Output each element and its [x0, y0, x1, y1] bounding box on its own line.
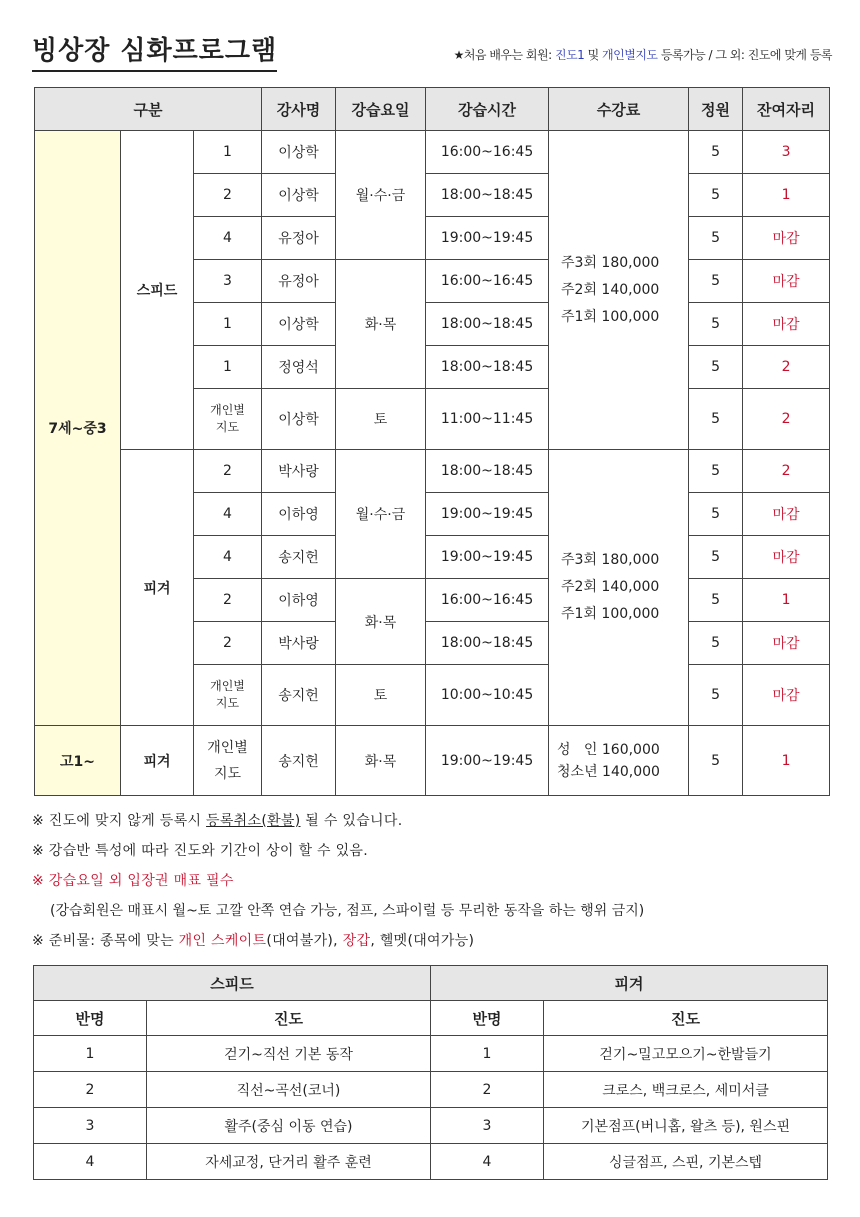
note-refund	[32, 806, 832, 836]
note-highlight: 개인 스케이트	[178, 933, 267, 949]
days-cell: 월·수·금	[336, 450, 426, 579]
remaining-cell: 마감	[743, 303, 830, 346]
notice-and: 및	[584, 48, 603, 62]
time-cell: 18:00~18:45	[426, 346, 549, 389]
table-row	[35, 726, 830, 796]
instructor-cell: 이하영	[262, 493, 336, 536]
schedule-table	[34, 87, 830, 796]
days-cell: 화·목	[336, 726, 426, 796]
progress-header-row	[34, 1001, 828, 1036]
level-cell: 4	[194, 217, 262, 260]
level-cell: 2	[194, 579, 262, 622]
age-group-adult: 고1~	[35, 726, 121, 796]
time-cell: 10:00~10:45	[426, 665, 549, 726]
speed-class: 3	[34, 1108, 147, 1144]
instructor-cell: 송지헌	[262, 536, 336, 579]
fee-cell-figure	[549, 450, 689, 726]
capacity-cell: 5	[689, 389, 743, 450]
age-group-child: 7세~중3	[35, 131, 121, 726]
header-progress: 진도	[544, 1001, 828, 1036]
progress-speed-title: 스피드	[34, 966, 431, 1001]
time-cell: 16:00~16:45	[426, 579, 549, 622]
note-text: (대여불가),	[266, 933, 343, 949]
instructor-cell: 정영석	[262, 346, 336, 389]
header-progress: 진도	[147, 1001, 431, 1036]
remaining-cell: 3	[743, 131, 830, 174]
speed-progress: 활주(중심 이동 연습)	[147, 1108, 431, 1144]
remaining-cell: 마감	[743, 536, 830, 579]
days-cell: 토	[336, 665, 426, 726]
time-cell: 16:00~16:45	[426, 131, 549, 174]
capacity-cell: 5	[689, 726, 743, 796]
figure-progress: 걷기~밀고모으기~한발들기	[544, 1036, 828, 1072]
level-cell: 1	[194, 303, 262, 346]
header-class: 반명	[431, 1001, 544, 1036]
fee-line: 청소년 140,000	[557, 763, 660, 780]
registration-notice	[454, 46, 832, 63]
progress-figure-title: 피겨	[431, 966, 828, 1001]
remaining-cell: 2	[743, 389, 830, 450]
notice-private: 개인별지도	[602, 48, 658, 62]
time-cell: 16:00~16:45	[426, 260, 549, 303]
notes-section	[32, 806, 832, 956]
header-category: 구분	[35, 88, 262, 131]
header-fee: 수강료	[549, 88, 689, 131]
capacity-cell: 5	[689, 493, 743, 536]
time-cell: 19:00~19:45	[426, 217, 549, 260]
days-cell: 화·목	[336, 579, 426, 665]
level-cell: 3	[194, 260, 262, 303]
capacity-cell: 5	[689, 303, 743, 346]
instructor-cell: 박사랑	[262, 450, 336, 493]
remaining-cell: 마감	[743, 622, 830, 665]
page-header	[32, 30, 832, 70]
capacity-cell: 5	[689, 260, 743, 303]
figure-progress: 싱글점프, 스핀, 기본스텝	[544, 1144, 828, 1180]
note-ticket: ※ 강습요일 외 입장권 매표 필수	[32, 873, 234, 889]
fee-line: 주2회 140,000	[561, 579, 660, 595]
level-cell: 1	[194, 131, 262, 174]
instructor-cell: 이상학	[262, 389, 336, 450]
remaining-cell: 마감	[743, 493, 830, 536]
note-period: ※ 강습반 특성에 따라 진도와 기간이 상이 할 수 있음.	[32, 843, 369, 859]
table-row	[34, 1036, 828, 1072]
level-cell: 개인별 지도	[194, 389, 262, 450]
time-cell: 11:00~11:45	[426, 389, 549, 450]
header-time: 강습시간	[426, 88, 549, 131]
remaining-cell: 2	[743, 346, 830, 389]
remaining-cell: 마감	[743, 665, 830, 726]
remaining-cell: 1	[743, 174, 830, 217]
time-cell: 18:00~18:45	[426, 174, 549, 217]
header-remaining: 잔여자리	[743, 88, 830, 131]
fee-line: 성 인 160,000	[557, 741, 660, 758]
fee-line: 주1회 100,000	[561, 308, 660, 325]
level-cell: 4	[194, 536, 262, 579]
capacity-cell: 5	[689, 131, 743, 174]
time-cell: 18:00~18:45	[426, 622, 549, 665]
figure-progress: 크로스, 백크로스, 세미서클	[544, 1072, 828, 1108]
level-cell: 2	[194, 622, 262, 665]
instructor-cell: 박사랑	[262, 622, 336, 665]
progress-title-row	[34, 966, 828, 1001]
table-row	[35, 450, 830, 493]
notice-suffix: 등록가능 / 그 외: 진도에 맞게 등록	[657, 48, 832, 62]
capacity-cell: 5	[689, 622, 743, 665]
capacity-cell: 5	[689, 665, 743, 726]
note-underlined: 등록취소(환불)	[206, 813, 301, 829]
sport-figure: 피겨	[121, 450, 194, 726]
progress-table	[33, 965, 828, 1180]
time-cell: 18:00~18:45	[426, 303, 549, 346]
figure-class: 3	[431, 1108, 544, 1144]
note-supplies	[32, 926, 832, 956]
level-cell: 개인별 지도	[194, 726, 262, 796]
instructor-cell: 송지헌	[262, 726, 336, 796]
time-cell: 19:00~19:45	[426, 493, 549, 536]
fee-line: 주3회 180,000	[561, 552, 660, 568]
note-text: , 헬멧(대여가능)	[370, 933, 475, 949]
schedule-header-row	[35, 88, 830, 131]
fee-line: 주1회 100,000	[561, 606, 660, 622]
days-cell: 월·수·금	[336, 131, 426, 260]
figure-class: 1	[431, 1036, 544, 1072]
speed-progress: 자세교정, 단거리 활주 훈련	[147, 1144, 431, 1180]
capacity-cell: 5	[689, 579, 743, 622]
notice-prefix: 처음 배우는 회원:	[463, 48, 555, 62]
page-title: 빙상장 심화프로그램	[32, 30, 277, 72]
capacity-cell: 5	[689, 217, 743, 260]
capacity-cell: 5	[689, 536, 743, 579]
remaining-cell: 1	[743, 726, 830, 796]
capacity-cell: 5	[689, 174, 743, 217]
days-cell: 화·목	[336, 260, 426, 389]
header-capacity: 정원	[689, 88, 743, 131]
capacity-cell: 5	[689, 450, 743, 493]
remaining-cell: 마감	[743, 217, 830, 260]
note-ticket-detail: (강습회원은 매표시 월~토 고깔 안쪽 연습 가능, 점프, 스파이럴 등 무리한 동작을 하는 행위 금지)	[50, 903, 645, 919]
remaining-cell: 2	[743, 450, 830, 493]
fee-cell-adult	[549, 726, 689, 796]
remaining-cell: 마감	[743, 260, 830, 303]
fee-cell-speed	[549, 131, 689, 450]
instructor-cell: 유정아	[262, 260, 336, 303]
sport-speed: 스피드	[121, 131, 194, 450]
table-row	[34, 1072, 828, 1108]
header-class: 반명	[34, 1001, 147, 1036]
speed-class: 4	[34, 1144, 147, 1180]
time-cell: 18:00~18:45	[426, 450, 549, 493]
figure-class: 4	[431, 1144, 544, 1180]
notice-level1: 진도1	[554, 48, 585, 62]
remaining-cell: 1	[743, 579, 830, 622]
capacity-cell: 5	[689, 346, 743, 389]
note-highlight: 장갑	[342, 933, 371, 949]
table-row	[34, 1144, 828, 1180]
header-days: 강습요일	[336, 88, 426, 131]
speed-progress: 걷기~직선 기본 동작	[147, 1036, 431, 1072]
instructor-cell: 이상학	[262, 303, 336, 346]
figure-class: 2	[431, 1072, 544, 1108]
level-cell: 개인별 지도	[194, 665, 262, 726]
figure-progress: 기본점프(버니홉, 왈츠 등), 원스핀	[544, 1108, 828, 1144]
star-icon: ★	[453, 48, 464, 62]
instructor-cell: 이하영	[262, 579, 336, 622]
note-text: ※ 준비물: 종목에 맞는	[32, 933, 179, 949]
time-cell: 19:00~19:45	[426, 536, 549, 579]
instructor-cell: 이상학	[262, 174, 336, 217]
table-row	[35, 131, 830, 174]
sport-figure-adult: 피겨	[121, 726, 194, 796]
speed-progress: 직선~곡선(코너)	[147, 1072, 431, 1108]
instructor-cell: 이상학	[262, 131, 336, 174]
time-cell: 19:00~19:45	[426, 726, 549, 796]
speed-class: 1	[34, 1036, 147, 1072]
level-cell: 2	[194, 450, 262, 493]
instructor-cell: 송지헌	[262, 665, 336, 726]
fee-line: 주3회 180,000	[561, 254, 660, 271]
days-cell: 토	[336, 389, 426, 450]
header-instructor: 강사명	[262, 88, 336, 131]
fee-line: 주2회 140,000	[561, 281, 660, 298]
level-cell: 2	[194, 174, 262, 217]
level-cell: 4	[194, 493, 262, 536]
table-row	[34, 1108, 828, 1144]
level-cell: 1	[194, 346, 262, 389]
instructor-cell: 유정아	[262, 217, 336, 260]
note-text: ※ 진도에 맞지 않게 등록시	[32, 813, 207, 829]
note-text: 될 수 있습니다.	[300, 813, 403, 829]
speed-class: 2	[34, 1072, 147, 1108]
